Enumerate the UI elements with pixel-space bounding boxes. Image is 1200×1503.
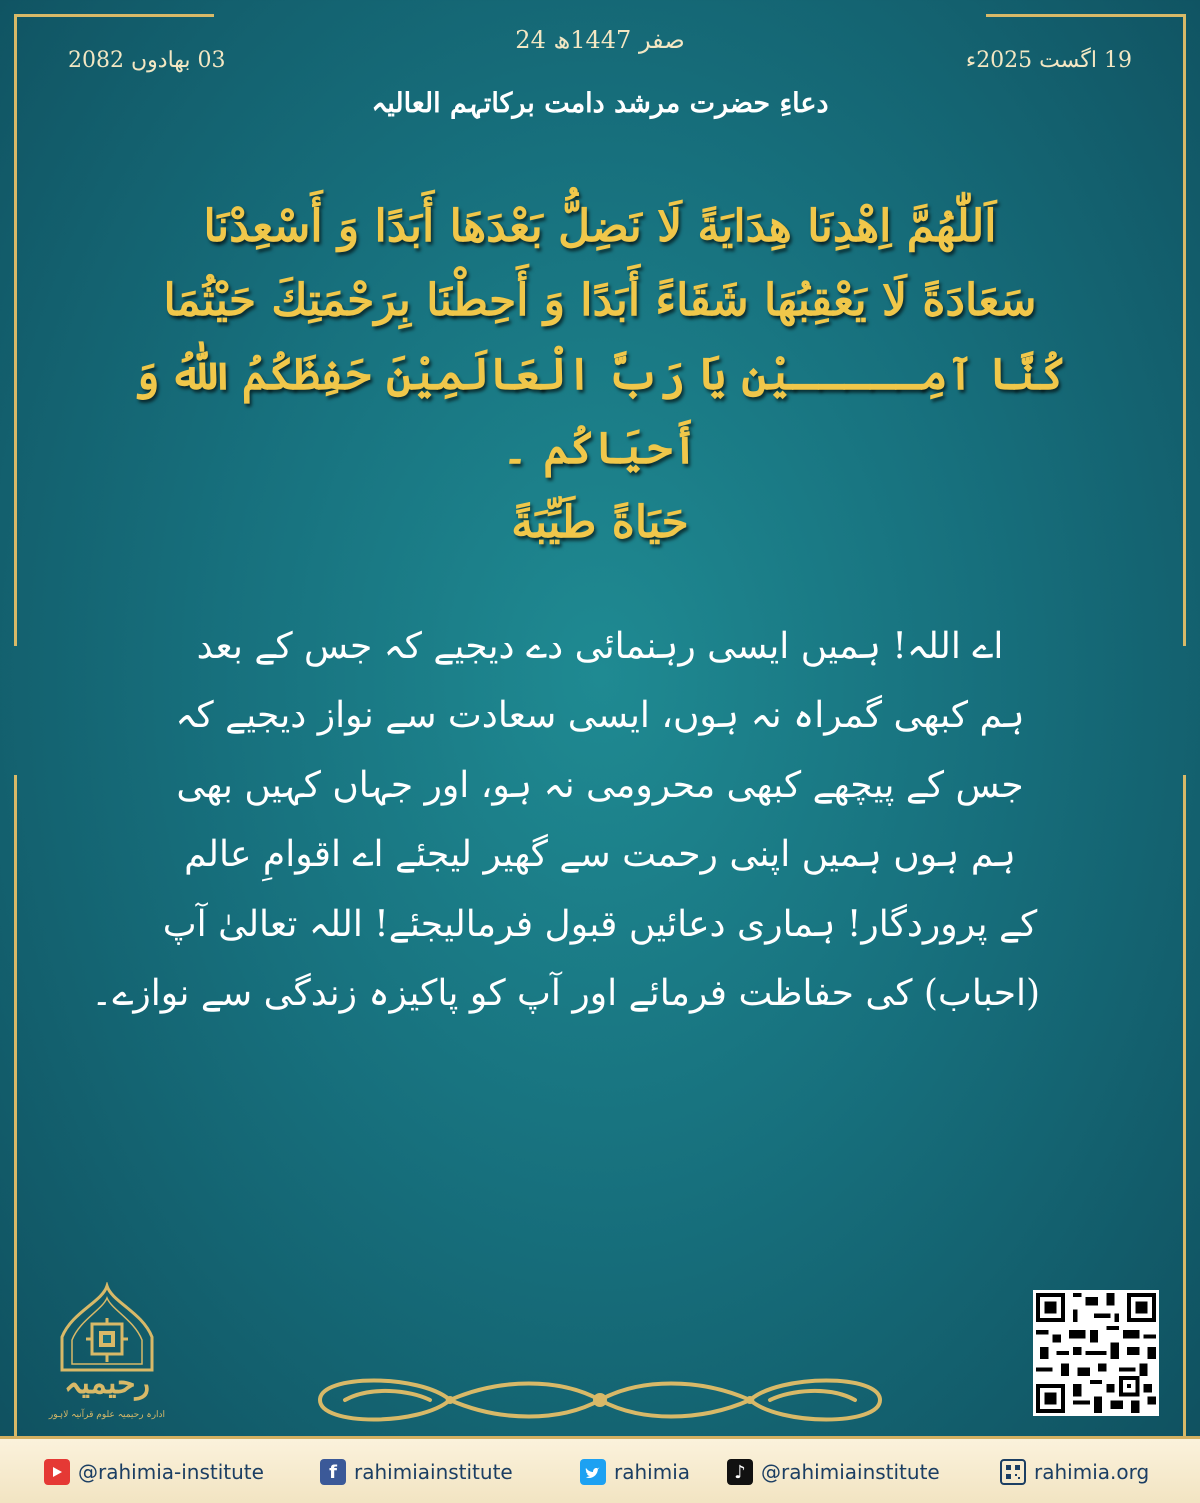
web-qr-icon — [1000, 1459, 1026, 1485]
urdu-line-5: کے پروردگار! ہماری دعائیں قبول فرمالیجئے! اللہ تعالیٰ آپ — [162, 903, 1038, 945]
footer-bar — [0, 1436, 1200, 1503]
tiktok-link[interactable] — [727, 1457, 940, 1487]
frame-left-lower — [14, 775, 17, 1436]
date-bikrami: 03 بھادوں 2082 — [68, 48, 226, 73]
arabic-line-1: اَللّٰهُمَّ اِهْدِنَا هِدَايَةً لَا نَضِلُّ بَعْدَهَا أَبَدًا وَ أَسْعِدْنَا — [203, 201, 997, 252]
frame-right-lower — [1183, 775, 1186, 1436]
arabic-line-3: كُنَّا آمِـــــيْن يَا رَبَّ الْعَالَمِيْنَ حَفِظَكُمُ اللّٰهُ وَ أَحيَاكُم ۔ — [133, 348, 1067, 474]
youtube-handle: @rahimia-institute — [78, 1460, 264, 1484]
youtube-icon — [44, 1459, 70, 1485]
frame-top-right — [986, 14, 1186, 17]
urdu-line-6: (احباب) کی حفاظت فرمائے اور آپ کو پاکیزہ زندگی سے نوازے۔ — [91, 973, 1040, 1015]
facebook-handle: rahimiainstitute — [354, 1460, 513, 1484]
twitter-link[interactable] — [580, 1457, 690, 1487]
urdu-line-1: اے اللہ! ہمیں ایسی رہنمائی دے دیجیے کہ جس کے بعد — [196, 626, 1004, 667]
arabic-line-2: سَعَادَةً لَا يَعْقِبُهَا شَقَاءً أَبَدًا وَ أَحِطْنَا بِرَحْمَتِكَ حَيْثُمَا — [163, 274, 1037, 326]
qr-code-icon — [1036, 1293, 1156, 1413]
qr-code[interactable] — [1033, 1290, 1159, 1416]
facebook-link[interactable] — [320, 1457, 513, 1487]
twitter-handle: rahimia — [614, 1460, 691, 1484]
twitter-icon — [580, 1459, 606, 1485]
website-link[interactable] — [1000, 1457, 1149, 1487]
date-hijri: 24 صفر 1447ھ — [515, 26, 685, 54]
frame-top-left — [14, 14, 214, 17]
logo-emblem-icon — [42, 1282, 172, 1430]
logo-subtext: ادارہ رحیمیہ علوم قرآنیہ لاہور — [48, 1410, 166, 1420]
urdu-translation — [91, 612, 1040, 1029]
website-url: rahimia.org — [1034, 1460, 1150, 1484]
tiktok-handle: @rahimiainstitute — [761, 1460, 940, 1484]
decorative-ornament-icon — [300, 1368, 900, 1432]
youtube-link[interactable] — [44, 1457, 264, 1487]
logo-text: رحیمیہ — [63, 1366, 151, 1401]
tiktok-icon: ♪ — [727, 1459, 753, 1485]
urdu-line-3: جس کے پیچھے کبھی محرومی نہ ہو، اور جہاں کہیں بھی — [176, 764, 1024, 806]
urdu-line-2: ہم کبھی گمراہ نہ ہوں، ایسی سعادت سے نواز دیجیے کہ — [175, 695, 1025, 737]
arabic-line-4: حَيَاةً طَيِّبَةً — [511, 496, 689, 548]
facebook-icon: f — [320, 1459, 346, 1485]
rahimia-logo — [42, 1282, 172, 1430]
arabic-dua — [90, 190, 1110, 560]
dua-title: دعاءِ حضرت مرشد دامت برکاتہم العالیہ — [371, 88, 829, 119]
date-gregorian: 19 اگست 2025ء — [965, 48, 1132, 73]
urdu-line-4: ہم ہوں ہمیں اپنی رحمت سے گھیر لیجئے اے اقوامِ عالم — [184, 834, 1016, 876]
